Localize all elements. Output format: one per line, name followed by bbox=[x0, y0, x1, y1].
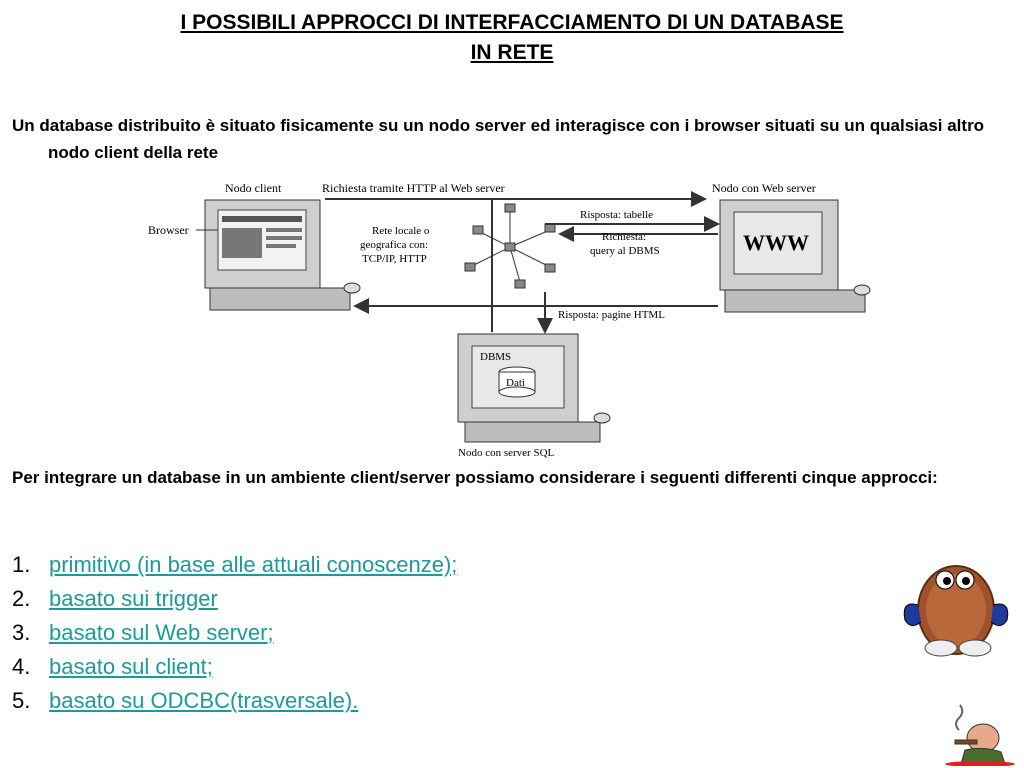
web-server-computer-icon bbox=[720, 200, 870, 312]
approach-link-client[interactable]: basato sul client; bbox=[49, 654, 213, 679]
list-item bbox=[12, 548, 712, 582]
approach-link-web-server[interactable]: basato sul Web server; bbox=[49, 620, 274, 645]
list-item bbox=[12, 684, 712, 718]
list-item bbox=[12, 650, 712, 684]
label-rete-2: geografica con: bbox=[360, 239, 429, 251]
label-richiesta-http: Richiesta tramite HTTP al Web server bbox=[322, 181, 505, 195]
label-nodo-client: Nodo client bbox=[225, 181, 282, 195]
title-line-1: I POSSIBILI APPROCCI DI INTERFACCIAMENTO DI UN DATABASE bbox=[180, 11, 844, 34]
smoking-man-icon bbox=[935, 700, 1020, 766]
approaches-intro: Per integrare un database in un ambiente client/server possiamo considerare i seguenti differenti cinque approcci: bbox=[12, 468, 938, 487]
label-www: WWW bbox=[743, 230, 809, 255]
network-nodes-icon bbox=[465, 204, 555, 288]
label-richiesta-1: Richiesta: bbox=[602, 231, 646, 243]
list-number: 1. bbox=[12, 552, 31, 577]
label-dbms: DBMS bbox=[480, 351, 512, 363]
client-computer-icon bbox=[205, 200, 360, 310]
label-rete-3: TCP/IP, HTTP bbox=[362, 253, 427, 265]
list-number: 3. bbox=[12, 620, 31, 645]
label-nodo-sql: Nodo con server SQL bbox=[458, 447, 555, 459]
approaches-list bbox=[12, 548, 712, 718]
label-browser: Browser bbox=[148, 223, 189, 237]
slide-title bbox=[0, 8, 1024, 68]
label-risposta-tabelle: Risposta: tabelle bbox=[580, 209, 654, 221]
list-item bbox=[12, 616, 712, 650]
list-number: 2. bbox=[12, 586, 31, 611]
approach-link-trigger[interactable]: basato sui trigger bbox=[49, 586, 218, 611]
label-risposta-pagine: Risposta: pagine HTML bbox=[558, 309, 665, 321]
approach-link-odbc[interactable]: basato su ODCBC(trasversale). bbox=[49, 688, 359, 713]
title-line-2: IN RETE bbox=[470, 41, 554, 64]
network-diagram bbox=[140, 172, 880, 462]
label-richiesta-2: query al DBMS bbox=[590, 245, 660, 257]
coin-mascot-icon bbox=[893, 560, 1018, 660]
label-rete-1: Rete locale o bbox=[372, 225, 430, 237]
list-number: 4. bbox=[12, 654, 31, 679]
list-item bbox=[12, 582, 712, 616]
intro-paragraph: Un database distribuito è situato fisicamente su un nodo server ed interagisce con i browser situati su un qualsiasi altro nodo client della rete bbox=[12, 116, 985, 162]
approach-link-primitivo[interactable]: primitivo (in base alle attuali conoscenze); bbox=[49, 552, 458, 577]
label-dati: Dati bbox=[506, 377, 525, 389]
label-nodo-web: Nodo con Web server bbox=[712, 181, 816, 195]
list-number: 5. bbox=[12, 688, 31, 713]
